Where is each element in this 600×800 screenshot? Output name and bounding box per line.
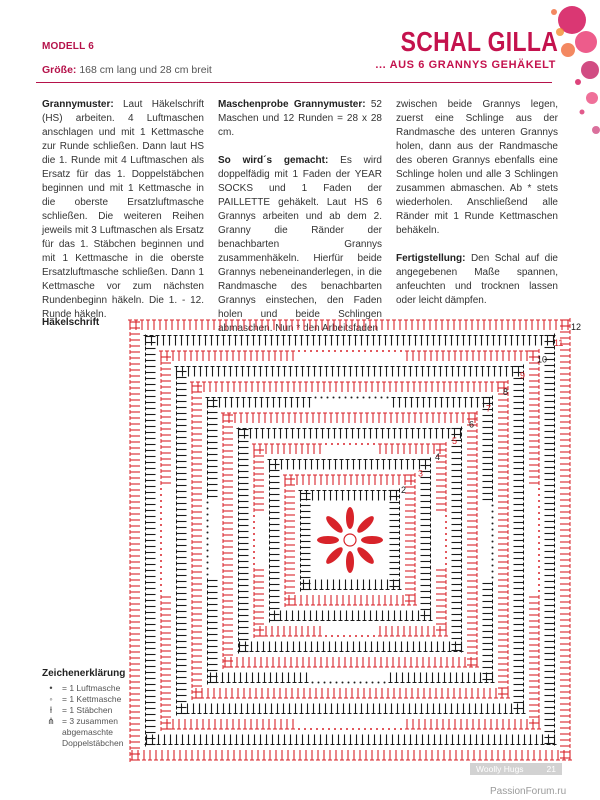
chain-stitch <box>388 350 390 352</box>
model-number: MODELL 6 <box>42 41 94 52</box>
chain-stitch <box>538 494 540 496</box>
chain-stitch <box>253 521 255 523</box>
chain-stitch <box>378 682 380 684</box>
page-subtitle: ... AUS 6 GRANNYS GEHÄKELT <box>375 59 556 71</box>
chain-stitch <box>342 682 344 684</box>
legend-label: = 1 Luftmasche <box>62 683 121 693</box>
chain-stitch <box>337 635 339 637</box>
text-column-3 <box>396 98 558 322</box>
chain-stitch <box>333 397 335 399</box>
round-label: 7 <box>486 403 492 414</box>
chain-stitch <box>330 682 332 684</box>
chain-stitch <box>354 682 356 684</box>
finishing-text: Den Schal auf die angegebenen Maße spannen, anfeuchten und trocknen lassen oder leicht dämpfen. <box>396 253 558 306</box>
size-label: Größe: <box>42 64 77 76</box>
chain-stitch <box>538 512 540 514</box>
chain-stitch-icon: • <box>49 683 53 693</box>
chain-stitch <box>325 635 327 637</box>
page-title: SCHAL GILLA <box>400 26 558 57</box>
chain-stitch <box>327 397 329 399</box>
granny-pattern-paragraph <box>42 98 204 322</box>
cluster-icon: ⋔ <box>47 716 55 726</box>
chain-stitch <box>207 532 209 534</box>
chain-stitch <box>160 518 162 520</box>
header-divider <box>36 82 552 83</box>
chain-stitch <box>207 556 209 558</box>
center-petal <box>361 536 383 544</box>
chain-stitch <box>382 728 384 730</box>
chain-stitch <box>367 443 369 445</box>
chain-stitch <box>253 545 255 547</box>
chain-stitch <box>253 551 255 553</box>
chain-stitch <box>345 397 347 399</box>
chain-stitch <box>538 536 540 538</box>
granny-pattern-text: Laut Häkelschrift (HS) arbeiten. 4 Luftmaschen anschlagen und mit 1 Kettmasche zur Runde schließen. Dann laut HS die 1. Runde mit 4 Luftmaschen als Ersatz für das 1. Doppelstäbchen beginnen und mit 1 Kettmasche in die oberste Ersatzluftmasche schließen. Die weiteren Reihen jeweils mit 3 Luftmaschen als Ersatz für das 1. Stäbchen beginnen und mit 1 Kettmasche in die oberste Ersatzluftmasche schließen. Dann 1 Kettmasche vor zum nächsten Rundenbeginn häkeln. Die 1. - 12. Runde häkeln. <box>42 99 205 320</box>
chain-stitch <box>538 548 540 550</box>
center-petal <box>355 514 376 535</box>
chain-stitch <box>298 350 300 352</box>
double-crochet-icon: ƚ <box>50 705 52 715</box>
chain-stitch <box>381 397 383 399</box>
chain-stitch <box>538 572 540 574</box>
center-petal <box>355 545 376 566</box>
legend-title: Zeichenerklärung <box>42 668 126 679</box>
chain-stitch <box>376 350 378 352</box>
chain-stitch <box>492 529 494 531</box>
legend-item <box>42 716 162 749</box>
legend <box>42 683 162 749</box>
chain-stitch <box>492 511 494 513</box>
chain-stitch <box>207 520 209 522</box>
chain-stitch <box>492 517 494 519</box>
page-header <box>0 0 600 84</box>
chain-stitch <box>160 554 162 556</box>
chain-stitch <box>160 542 162 544</box>
chain-stitch <box>361 443 363 445</box>
legend-label: = 1 Kettmasche <box>62 694 122 704</box>
chain-stitch <box>538 590 540 592</box>
chain-stitch <box>339 397 341 399</box>
chain-stitch <box>334 728 336 730</box>
chain-stitch <box>346 350 348 352</box>
chain-stitch <box>387 397 389 399</box>
gauge-text: 52 Maschen und 12 Runden = 28 x 28 cm. <box>218 99 382 138</box>
chain-stitch <box>370 350 372 352</box>
chain-stitch <box>394 350 396 352</box>
chain-stitch <box>538 542 540 544</box>
chain-stitch <box>394 728 396 730</box>
chain-stitch <box>304 350 306 352</box>
page-footer <box>470 763 562 775</box>
crochet-chart <box>130 320 582 760</box>
chain-stitch <box>298 728 300 730</box>
chain-stitch <box>357 397 359 399</box>
chain-stitch <box>358 728 360 730</box>
chain-stitch <box>340 350 342 352</box>
chain-stitch <box>363 397 365 399</box>
legend-item <box>42 705 162 716</box>
chain-stitch <box>538 524 540 526</box>
chain-stitch <box>253 515 255 517</box>
round-label: 9 <box>520 370 526 381</box>
text-column-1 <box>42 98 204 336</box>
chain-stitch <box>207 574 209 576</box>
chain-stitch <box>349 635 351 637</box>
chain-stitch <box>492 559 494 561</box>
chain-stitch <box>358 350 360 352</box>
chain-stitch <box>160 566 162 568</box>
chain-stitch <box>207 562 209 564</box>
chain-stitch <box>538 506 540 508</box>
round-label: 10 <box>537 354 548 365</box>
chain-stitch <box>340 728 342 730</box>
chain-stitch <box>207 502 209 504</box>
chain-stitch <box>310 728 312 730</box>
chain-stitch <box>370 728 372 730</box>
chain-stitch <box>322 350 324 352</box>
chain-stitch <box>316 350 318 352</box>
center-petal <box>324 545 345 566</box>
instructions-paragraph <box>218 154 382 336</box>
round-label: 3 <box>418 468 424 479</box>
chain-stitch <box>445 521 447 523</box>
chain-stitch <box>207 514 209 516</box>
chain-stitch <box>445 557 447 559</box>
chain-stitch <box>445 533 447 535</box>
chain-stitch <box>331 443 333 445</box>
chain-stitch <box>351 397 353 399</box>
chain-stitch <box>445 527 447 529</box>
round-label: 4 <box>435 452 441 463</box>
chain-stitch <box>207 550 209 552</box>
chain-stitch <box>346 728 348 730</box>
chain-stitch <box>382 350 384 352</box>
chain-stitch <box>376 728 378 730</box>
chain-stitch <box>331 635 333 637</box>
chain-stitch <box>321 397 323 399</box>
chain-stitch <box>160 524 162 526</box>
chain-stitch <box>492 565 494 567</box>
chain-stitch <box>304 728 306 730</box>
chain-stitch <box>445 545 447 547</box>
gauge-paragraph <box>218 98 382 140</box>
round-label: 11 <box>554 338 564 349</box>
chain-stitch <box>372 682 374 684</box>
chain-stitch <box>445 551 447 553</box>
chain-stitch <box>160 560 162 562</box>
round-label: 6 <box>469 419 475 430</box>
page-number: 21 <box>546 764 556 774</box>
chain-stitch <box>315 397 317 399</box>
legend-item <box>42 694 162 705</box>
chain-stitch <box>538 578 540 580</box>
chain-stitch <box>325 443 327 445</box>
chart-title: Häkelschrift <box>42 317 100 328</box>
chain-stitch <box>310 350 312 352</box>
instructions-continued: zwischen beide Grannys legen, zuerst eine Schlinge aus der Randmasche des unteren Grannys holen, dann aus der Randmasche des oberen Grannys ebenfalls eine Schlinge holen und alle 3 Schlingen zusammen abmaschen. Ab * stets wiederholen. Anschließend alle Ränder mit 1 Runde Kettmaschen behäkeln. <box>396 99 558 236</box>
chain-stitch <box>492 547 494 549</box>
instructions-heading: So wird´s gemacht: <box>218 155 329 166</box>
center-ring <box>344 534 356 546</box>
chain-stitch <box>364 728 366 730</box>
round-label: 5 <box>452 435 458 446</box>
chain-stitch <box>160 590 162 592</box>
chain-stitch <box>492 577 494 579</box>
chain-stitch <box>492 571 494 573</box>
chain-stitch <box>207 568 209 570</box>
chain-stitch <box>375 397 377 399</box>
round-label: 12 <box>571 321 582 332</box>
center-petal <box>324 514 345 535</box>
chain-stitch <box>207 508 209 510</box>
size-info <box>42 64 212 76</box>
chain-stitch <box>207 544 209 546</box>
chain-stitch <box>360 682 362 684</box>
magazine-name: Woolly Hugs <box>476 764 524 774</box>
chain-stitch <box>538 500 540 502</box>
granny-pattern-heading: Grannymuster: <box>42 99 114 110</box>
chain-stitch <box>160 572 162 574</box>
chain-stitch <box>343 635 345 637</box>
chain-stitch <box>400 728 402 730</box>
chain-stitch <box>538 518 540 520</box>
chain-stitch <box>160 548 162 550</box>
chain-stitch <box>445 563 447 565</box>
slip-stitch-icon: ◦ <box>49 694 53 704</box>
round-label: 2 <box>401 484 407 495</box>
chain-stitch <box>318 682 320 684</box>
title-block <box>360 26 558 78</box>
size-value: 168 cm lang und 28 cm breit <box>79 64 212 76</box>
gauge-heading: Maschenprobe Grannymuster: <box>218 99 366 110</box>
chain-stitch <box>160 536 162 538</box>
chain-stitch <box>361 635 363 637</box>
chain-stitch <box>160 512 162 514</box>
chain-stitch <box>367 635 369 637</box>
chain-stitch <box>160 500 162 502</box>
chain-stitch <box>253 527 255 529</box>
chain-stitch <box>343 443 345 445</box>
chain-stitch <box>352 728 354 730</box>
chain-stitch <box>349 443 351 445</box>
finishing-heading: Fertigstellung: <box>396 253 466 264</box>
chain-stitch <box>538 566 540 568</box>
legend-label: = 1 Stäbchen <box>62 705 113 715</box>
chain-stitch <box>364 350 366 352</box>
chain-stitch <box>352 350 354 352</box>
chain-stitch <box>400 350 402 352</box>
chain-stitch <box>328 728 330 730</box>
round-label: 8 <box>503 387 509 397</box>
chain-stitch <box>322 728 324 730</box>
center-petal <box>317 536 339 544</box>
finishing-paragraph <box>396 252 558 308</box>
chain-stitch <box>538 488 540 490</box>
chain-stitch <box>492 553 494 555</box>
chain-stitch <box>337 443 339 445</box>
chain-stitch <box>373 443 375 445</box>
legend-item <box>42 683 162 694</box>
chain-stitch <box>253 563 255 565</box>
chain-stitch <box>538 554 540 556</box>
chain-stitch <box>160 494 162 496</box>
chain-stitch <box>160 578 162 580</box>
chain-stitch <box>355 635 357 637</box>
chain-stitch <box>366 682 368 684</box>
watermark: PassionForum.ru <box>490 786 567 797</box>
chain-stitch <box>492 541 494 543</box>
instructions-text: Es wird doppelfädig mit 1 Faden der YEAR SOCKS und 1 Faden der PAILLETTE gehäkelt. Laut HS 6 Grannys arbeiten und ab dem 2. Granny die Ränder der benachbarten Grannys zusammenhäkeln. Hierfür beide Grannys nebeneinanderlegen, in die Randmasche des benachbarten Grannys einstechen, den Faden holen und beide Schlingen abmaschen. Nun * den Arbeitsfaden <box>218 155 382 334</box>
text-column-2 <box>218 98 382 350</box>
chain-stitch <box>492 535 494 537</box>
chain-stitch <box>445 515 447 517</box>
chain-stitch <box>253 533 255 535</box>
chain-stitch <box>160 506 162 508</box>
center-petal <box>346 551 354 573</box>
chain-stitch <box>253 539 255 541</box>
chain-stitch <box>160 530 162 532</box>
chain-stitch <box>492 523 494 525</box>
chain-stitch <box>538 584 540 586</box>
chain-stitch <box>160 584 162 586</box>
chain-stitch <box>336 682 338 684</box>
chain-stitch <box>207 526 209 528</box>
chain-stitch <box>388 728 390 730</box>
chain-stitch <box>328 350 330 352</box>
chain-stitch <box>312 682 314 684</box>
chain-stitch <box>538 560 540 562</box>
chain-stitch <box>334 350 336 352</box>
chain-stitch <box>316 728 318 730</box>
chain-stitch <box>373 635 375 637</box>
chain-stitch <box>160 488 162 490</box>
chain-stitch <box>369 397 371 399</box>
chain-stitch <box>492 505 494 507</box>
chain-stitch <box>355 443 357 445</box>
legend-label: = 3 zusammen abgemaschte Doppelstäbchen <box>62 716 124 748</box>
chain-stitch <box>538 530 540 532</box>
chain-stitch <box>253 557 255 559</box>
chain-stitch <box>324 682 326 684</box>
center-petal <box>346 507 354 529</box>
chain-stitch <box>348 682 350 684</box>
chain-stitch <box>445 539 447 541</box>
chain-stitch <box>384 682 386 684</box>
chain-stitch <box>207 538 209 540</box>
